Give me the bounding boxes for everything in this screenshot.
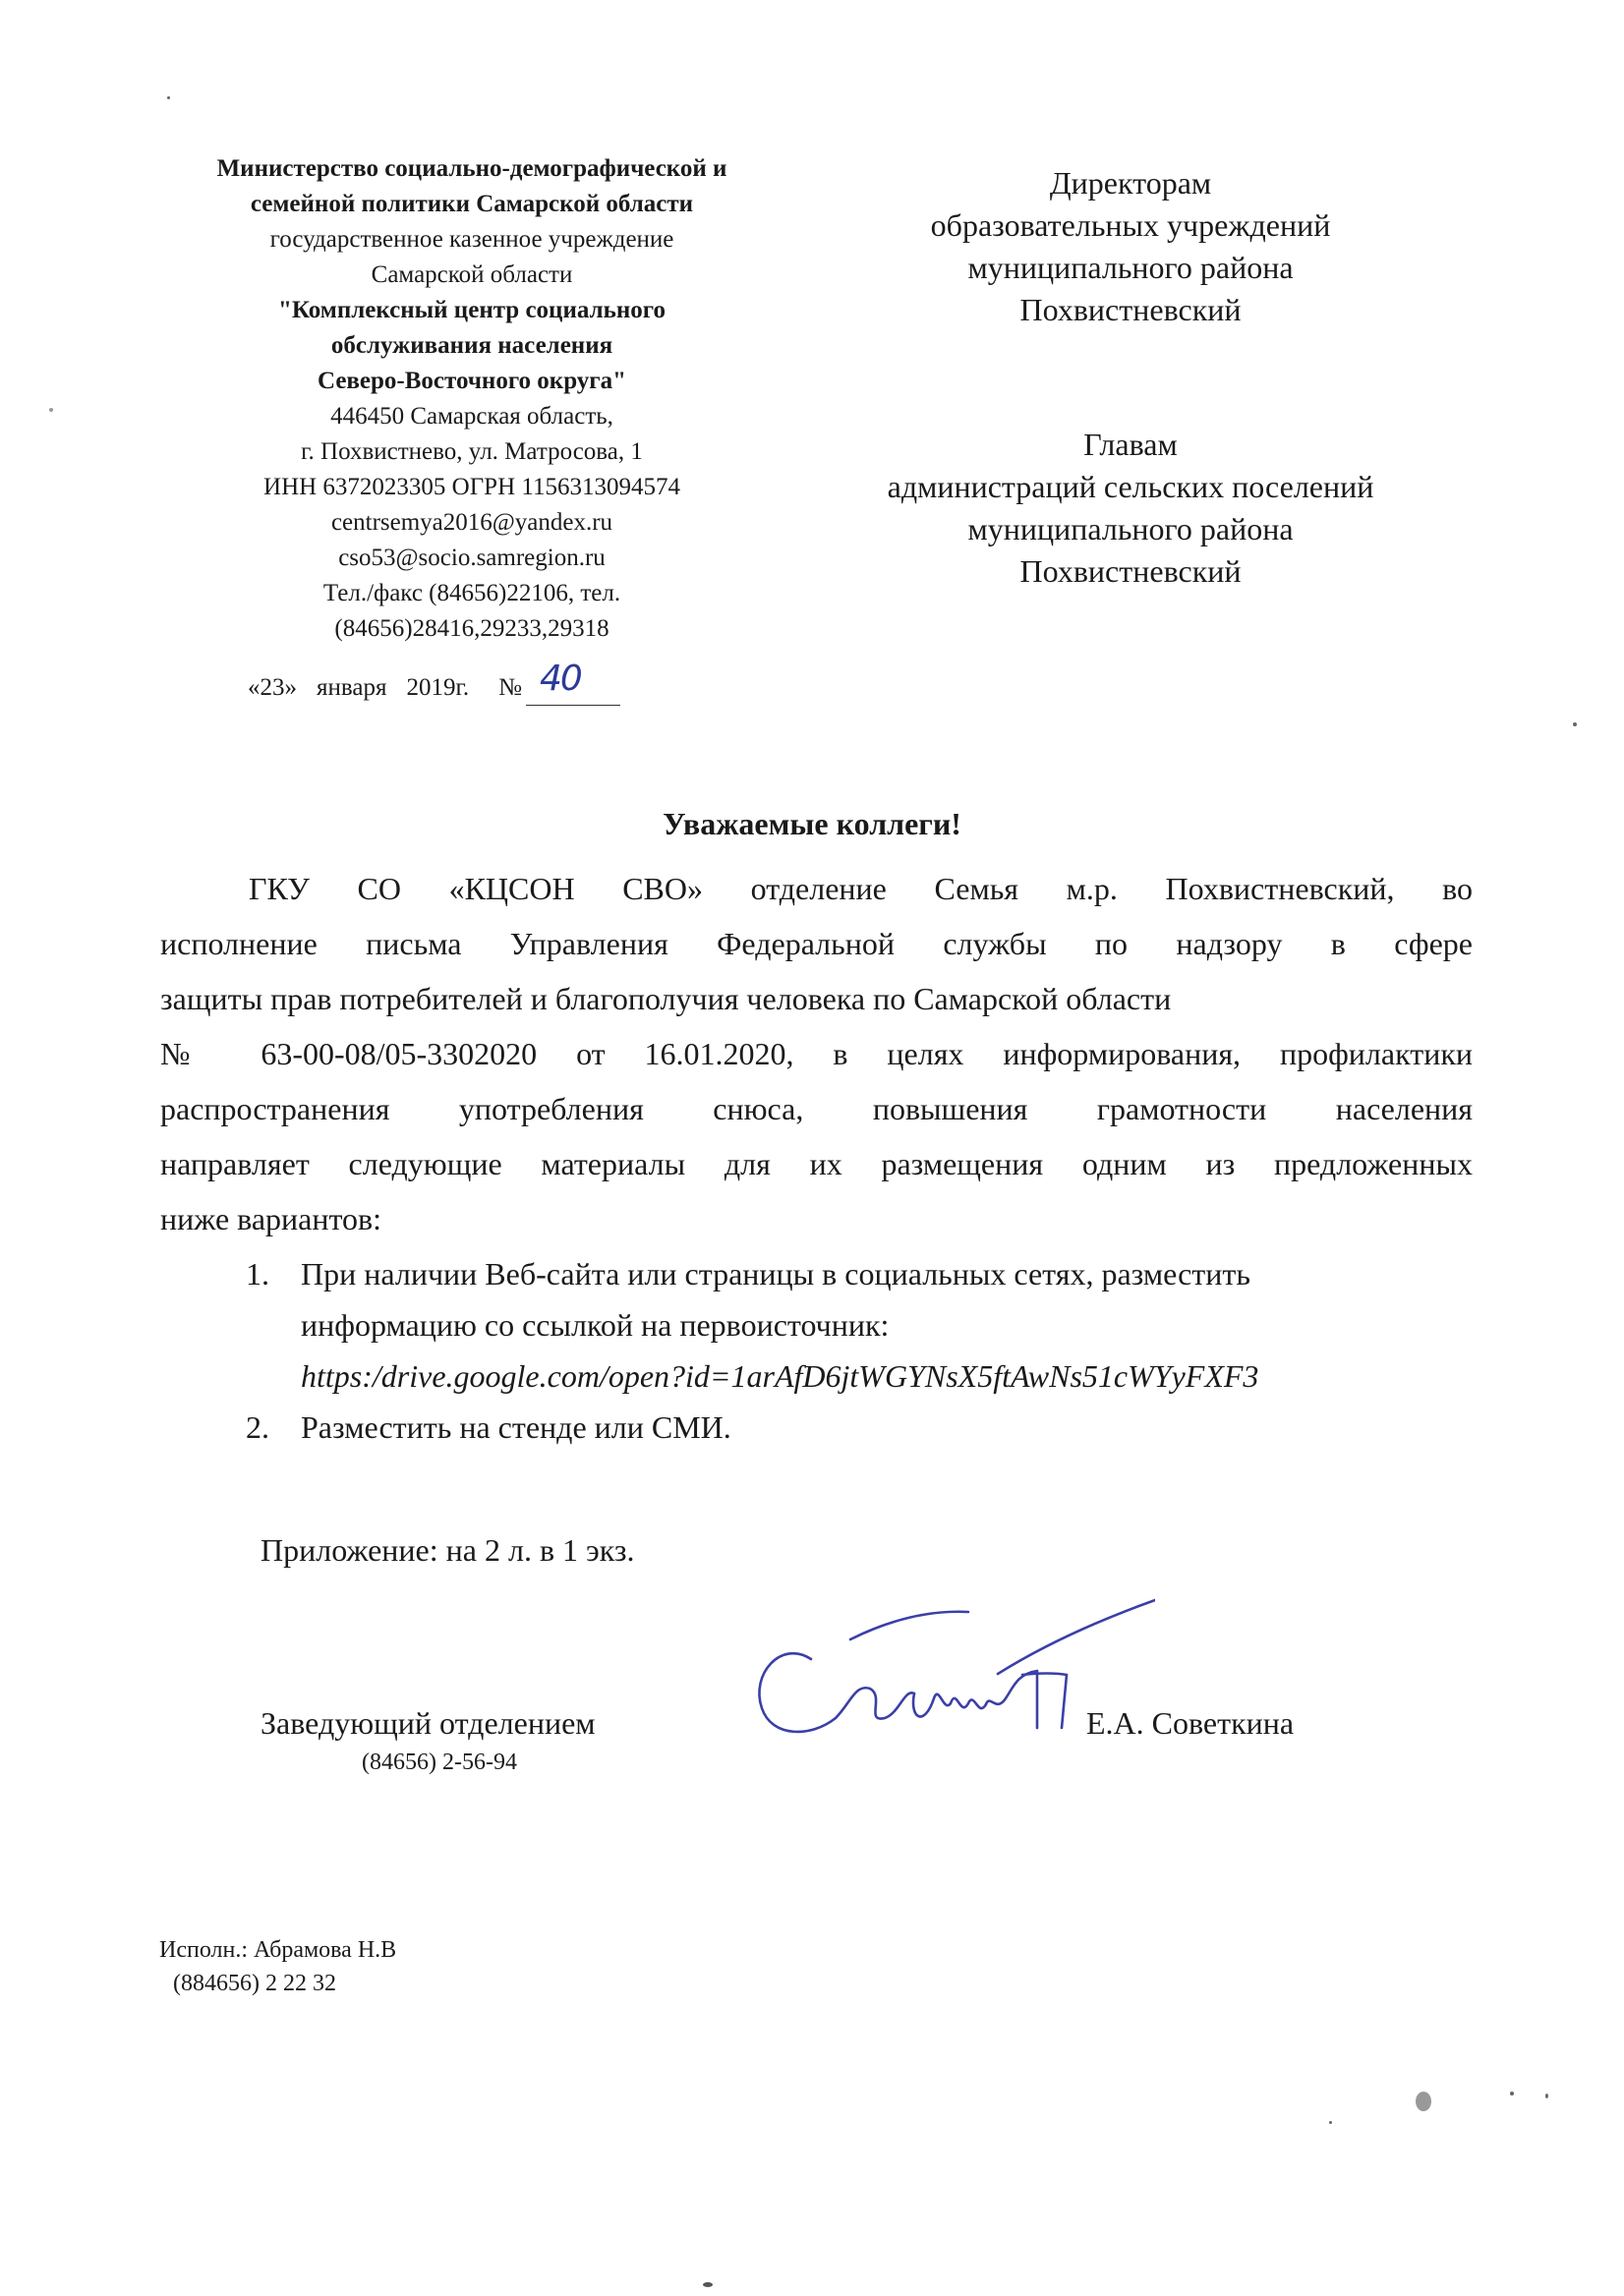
body-line-5: распространения употребления снюса, повышения грамотности населения xyxy=(160,1091,1473,1126)
registration-number-handwritten: 40 xyxy=(540,659,581,699)
date-year: 2019г. xyxy=(406,674,470,701)
scan-speck xyxy=(49,408,53,412)
list-item-1-line-2: информацию со ссылкой на первоисточник: xyxy=(301,1307,890,1343)
sender-ministry-line-1: Министерство социально-демографической и xyxy=(216,155,727,182)
sender-email-1: centrsemya2016@yandex.ru xyxy=(330,509,613,536)
sender-tax-ids: ИНН 6372023305 ОГРН 1156313094574 xyxy=(263,474,680,500)
scan-speck xyxy=(703,2282,713,2287)
recipient-1-line-3: муниципального района xyxy=(967,250,1294,285)
sender-phone-line-1: Тел./факс (84656)22106, тел. xyxy=(322,580,621,606)
list-item-2-number: 2. xyxy=(246,1409,269,1445)
number-label: № xyxy=(498,674,522,701)
signer-position: Заведующий отделением xyxy=(261,1705,596,1741)
recipient-1-line-4: Похвистневский xyxy=(1019,292,1242,327)
sender-address-line-2: г. Похвистнево, ул. Матросова, 1 xyxy=(301,438,643,465)
sender-region: Самарской области xyxy=(371,261,573,288)
scan-speck xyxy=(1545,2094,1548,2098)
body-line-1: ГКУ СО «КЦСОН СВО» отделение Семья м.р. Похвистневский, во xyxy=(249,871,1473,906)
body-line-3: защиты прав потребителей и благополучия человека по Самарской области xyxy=(160,981,1172,1016)
executor-block xyxy=(159,1933,396,2000)
source-link[interactable]: https:/drive.google.com/open?id=1arAfD6jtWGYNsX5ftAwNs51cWYyFXF3 xyxy=(301,1358,1259,1394)
recipient-1-line-2: образовательных учреждений xyxy=(930,207,1331,243)
recipient-2-line-3: муниципального района xyxy=(967,511,1294,546)
sender-address-line-1: 446450 Самарская область, xyxy=(330,403,613,430)
sender-org-name-line-3: Северо-Восточного округа" xyxy=(317,368,627,394)
scan-speck xyxy=(1573,722,1577,726)
executor-name: Исполн.: Абрамова Н.В xyxy=(159,1937,397,1963)
sender-email-2: cso53@socio.samregion.ru xyxy=(338,545,606,571)
letter-date-line xyxy=(248,659,620,706)
sender-org-name-line-2: обслуживания населения xyxy=(330,332,613,359)
scan-speck xyxy=(1510,2092,1514,2095)
body-line-4: № 63-00-08/05-3302020 от 16.01.2020, в целях информирования, профилактики xyxy=(160,1036,1473,1071)
registration-number-field xyxy=(526,659,620,706)
signer-name: Е.А. Советкина xyxy=(1086,1705,1295,1741)
sender-institution-type: государственное казенное учреждение xyxy=(269,226,674,253)
sender-org-name-line-1: "Комплексный центр социального xyxy=(278,297,666,323)
list-item-2-line-1: Разместить на стенде или СМИ. xyxy=(301,1409,731,1445)
date-day: «23» xyxy=(248,674,297,701)
date-month: января xyxy=(317,674,387,701)
body-line-7: ниже вариантов: xyxy=(160,1201,382,1236)
recipient-2-line-1: Главам xyxy=(1083,427,1178,462)
scan-speck xyxy=(1416,2092,1431,2111)
scan-speck xyxy=(1329,2121,1332,2124)
recipient-2-line-2: администраций сельских поселений xyxy=(887,469,1374,504)
body-line-6: направляет следующие материалы для их размещения одним из предложенных xyxy=(160,1146,1473,1181)
scan-speck xyxy=(167,96,170,99)
greeting: Уважаемые коллеги! xyxy=(663,806,961,841)
list-item-1-line-1: При наличии Веб-сайта или страницы в социальных сетях, разместить xyxy=(301,1256,1250,1292)
recipient-2-line-4: Похвистневский xyxy=(1019,553,1242,589)
recipient-block-directors xyxy=(806,162,1455,331)
sender-phone-line-2: (84656)28416,29233,29318 xyxy=(334,615,609,642)
body-line-2: исполнение письма Управления Федеральной службы по надзору в сфере xyxy=(160,926,1473,961)
list-item-1-number: 1. xyxy=(246,1256,269,1292)
sender-ministry-line-2: семейной политики Самарской области xyxy=(250,191,694,217)
options-list xyxy=(246,1234,1484,1445)
recipient-block-heads xyxy=(806,424,1455,593)
signer-phone: (84656) 2-56-94 xyxy=(362,1750,517,1775)
sender-block xyxy=(138,151,806,647)
attachment-note: Приложение: на 2 л. в 1 экз. xyxy=(261,1532,635,1568)
recipient-1-line-1: Директорам xyxy=(1049,165,1212,201)
executor-phone: (884656) 2 22 32 xyxy=(173,1971,336,1996)
